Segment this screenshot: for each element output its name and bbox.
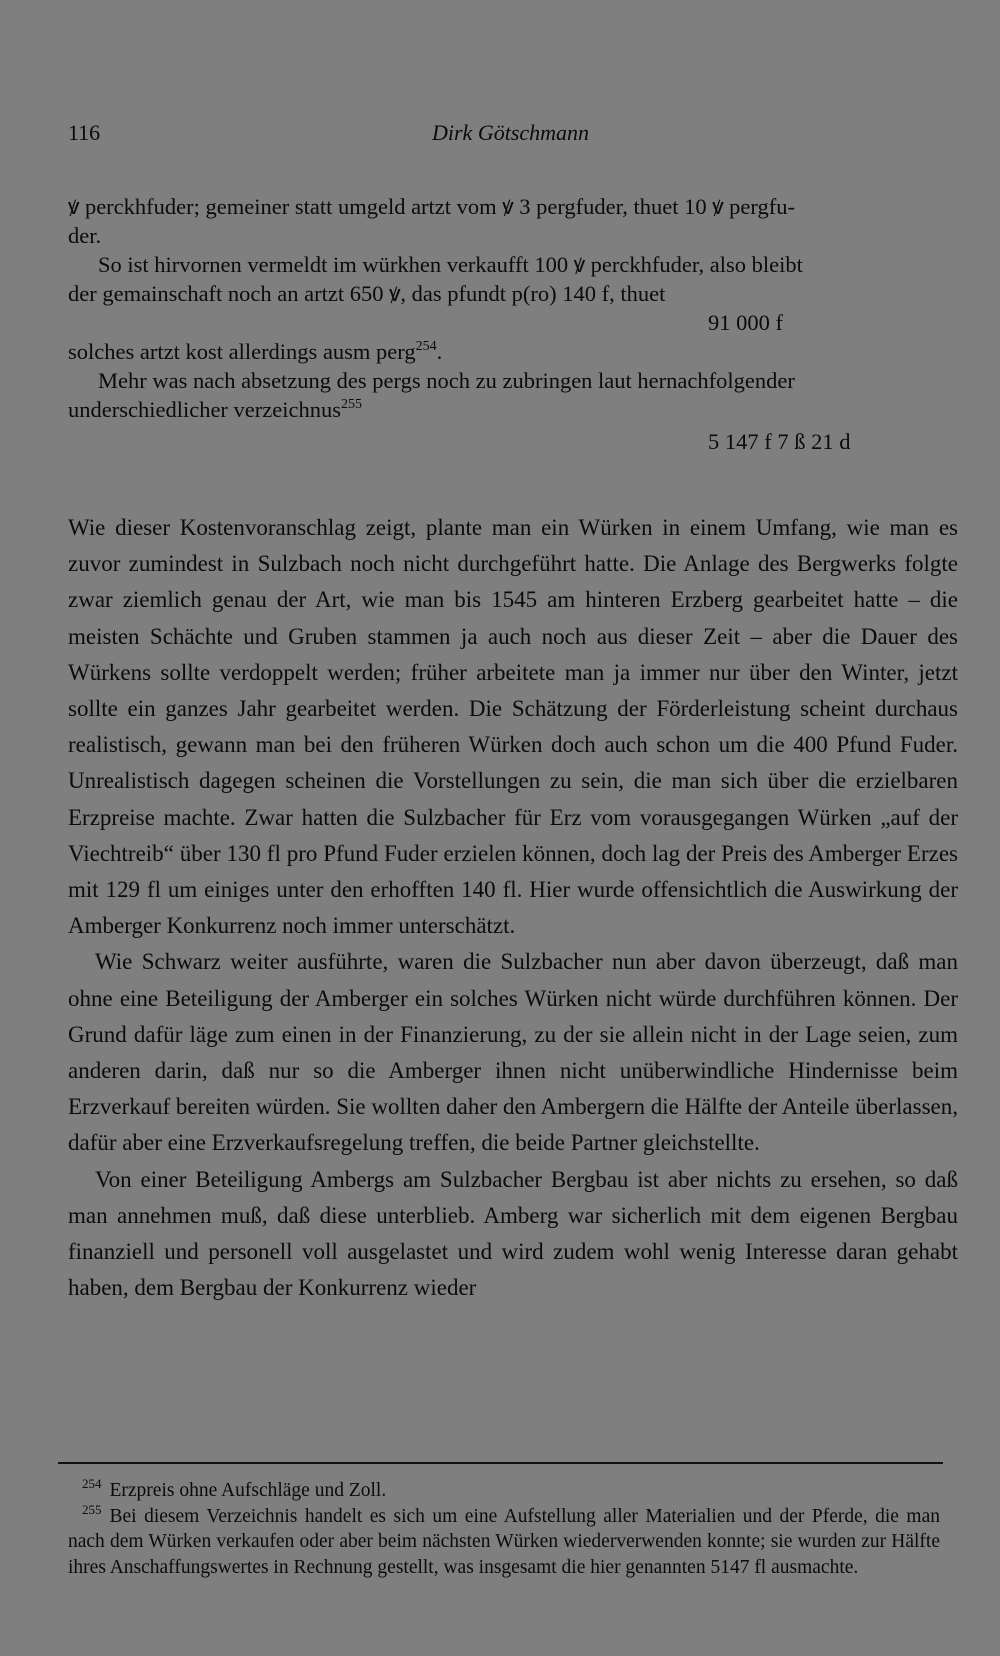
footnote xyxy=(68,1501,940,1581)
quote-amount: 5 147 f 7 ß 21 d xyxy=(708,429,851,454)
quote-line: ꝟ perckhfuder; gemeiner statt umgeld artzt vom ꝟ 3 pergfuder, thuet 10 ꝟ pergfu- xyxy=(68,194,795,219)
footnote xyxy=(68,1478,940,1504)
footnotes xyxy=(68,1478,940,1580)
quote-line: So ist hirvornen vermeldt im würkhen verkaufft 100 ꝟ perckhfuder, also bleibt xyxy=(98,252,803,277)
paragraph: Wie dieser Kostenvoranschlag zeigt, plante man ein Würken in einem Umfang, wie man es zuvor zumindest in Sulzbach noch nicht durchgeführt hatte. Die Anlage des Bergwerks folgte zwar ziemlich genau der Art, wie man bis 1545 am hinteren Erzberg gearbeitet hatte – die meisten Schächte und Gruben stammen ja auch noch aus dieser Zeit – aber die Dauer des Würkens sollte verdoppelt werden; früher arbeitete man ja immer nur über den Winter, jetzt sollte ein ganzes Jahr gearbeitet werden. Die Schätzung der Förderleistung scheint durchaus realistisch, gewann man bei den früheren Würken doch auch schon um die 400 Pfund Fuder. Unrealistisch dagegen scheinen die Vorstellungen zu sein, die man sich über die erzielbaren Erzpreise machte. Zwar hatten die Sulzbacher für Erz vom vorausgegangen Würken „auf der Viechtreib“ über 130 fl pro Pfund Fuder erzielen können, doch lag der Preis des Amberger Erzes mit 129 fl um einiges unter den erhofften 140 fl. Hier wurde offensichtlich die Auswirkung der Amberger Konkurrenz noch immer unterschätzt. xyxy=(68,515,958,939)
footnote-number: 254 xyxy=(82,1476,102,1491)
quoted-source-block xyxy=(68,192,958,456)
footnote-ref[interactable]: 254 xyxy=(415,339,437,354)
quote-line xyxy=(68,395,958,424)
footnote-text: Bei diesem Verzeichnis handelt es sich um eine Aufstellung aller Materialien und der Pferde, die man nach dem Würken verkaufen oder aber beim nächsten Würken wiederverwenden konnte; sie wurden zur Hälfte ihres Anschaffungswertes in Rechnung gestellt, was insgesamt die hier genannten 5147 fl ausmachte. xyxy=(68,1505,940,1578)
paragraph: Von einer Beteiligung Ambergs am Sulzbacher Bergbau ist aber nichts zu ersehen, so daß man annehmen muß, daß diese unterblieb. Amberg war sicherlich mit dem eigenen Bergbau finanziell und personell voll ausgelastet und wird zudem wohl wenig Interesse daran gehabt haben, dem Bergbau der Konkurrenz wieder xyxy=(68,1166,958,1301)
quote-line: Mehr was nach absetzung des pergs noch zu zubringen laut hernachfolgender xyxy=(98,368,795,393)
quote-line xyxy=(68,337,958,366)
quote-line-text: solches artzt kost allerdings ausm perg xyxy=(68,339,416,364)
quote-line: der. xyxy=(68,223,102,248)
page-header xyxy=(68,120,958,150)
footnote-number: 255 xyxy=(82,1501,102,1517)
running-head-author: Dirk Götschmann xyxy=(432,120,590,145)
body-text xyxy=(68,510,958,1306)
quote-amount: 91 000 f xyxy=(708,310,783,335)
quote-line-text: underschiedlicher verzeichnus xyxy=(68,397,341,422)
footnote-ref[interactable]: 255 xyxy=(341,397,362,412)
footnote-text: Erzpreis ohne Aufschläge und Zoll. xyxy=(109,1480,387,1501)
quote-line-end: . xyxy=(436,339,443,364)
page-number: 116 xyxy=(68,120,101,145)
paragraph: Wie Schwarz weiter ausführte, waren die Sulzbacher nun aber davon überzeugt, daß man ohne eine Beteiligung der Amberger ein solches Würken nicht würde durchführen können. Der Grund dafür läge zum einen in der Finanzierung, zu der sie allein nicht in der Lage seien, zum anderen darin, daß nur so die Amberger ihnen nicht unüberwindliche Hindernisse beim Erzverkauf bereiten würden. Sie wollten daher den Ambergern die Hälfte der Anteile überlassen, dafür aber eine Erzverkaufsregelung treffen, die beide Partner gleichstellte. xyxy=(68,949,958,1156)
footnote-rule xyxy=(58,1462,943,1464)
quote-line: der gemainschaft noch an artzt 650 ꝟ, das pfundt p(ro) 140 f, thuet xyxy=(68,281,666,306)
